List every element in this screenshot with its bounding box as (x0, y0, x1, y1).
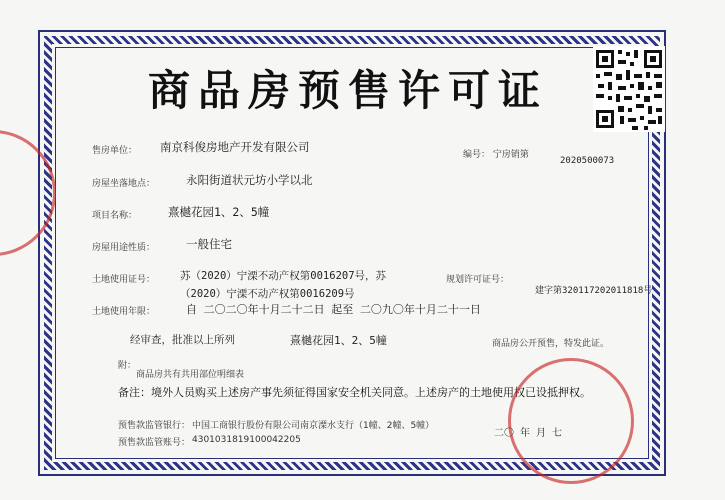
remark-note: 备注：境外人员购买上述房产事先须征得国家安全机关同意。上述房产的土地使用权已设抵押权。 (118, 386, 591, 399)
serial-label: 编号： 宁房销第 (463, 150, 529, 160)
certificate-title: 商品房预售许可证 (147, 66, 548, 115)
land-cert-label: 土地使用证号： (92, 275, 156, 285)
planning-value: 建字第320117202011818号 (535, 286, 653, 296)
qr-code-icon (593, 46, 665, 132)
bank-value: 中国工商银行股份有限公司南京溧水支行（1幢、2幢、5幢） (192, 421, 435, 431)
location-label: 房屋坐落地点： (92, 179, 156, 189)
review-prefix: 经审查，批准以上所列 (130, 334, 235, 346)
attach-label: 附： (118, 361, 137, 371)
account-label: 预售款监管账号： (118, 438, 191, 448)
land-term-label: 土地使用年限： (92, 307, 156, 317)
seller-label: 售房单位： (92, 146, 138, 156)
review-suffix: 商品房公开预售，特发此证。 (492, 339, 610, 349)
account-value: 4301031819100042205 (192, 435, 301, 445)
attach-value: 商品房共有共用部位明细表 (136, 370, 245, 380)
seller-value: 南京科俊房地产开发有限公司 (160, 140, 310, 154)
location-value: 永阳街道状元坊小学以北 (186, 173, 313, 187)
project-value: 熹樾花园1、2、5幢 (168, 205, 270, 219)
land-cert-value-1: 苏（2020）宁溧不动产权第0016207号，苏 (180, 270, 387, 282)
planning-label: 规划许可证号： (446, 275, 510, 285)
serial-value: 2020500073 (560, 156, 615, 166)
usage-label: 房屋用途性质： (92, 243, 156, 253)
project-label: 项目名称： (92, 211, 138, 221)
bank-label: 预售款监管银行： (118, 421, 191, 431)
usage-value: 一般住宅 (186, 237, 232, 251)
issue-date: 二〇 年 月 七 (494, 428, 563, 439)
review-project: 熹樾花园1、2、5幢 (290, 334, 387, 347)
land-term-value: 自 二〇二〇年十月二十二日 起至 二〇九〇年十月二十一日 (186, 303, 481, 316)
official-seal (508, 358, 634, 484)
land-cert-value-2: （2020）宁溧不动产权第0016209号 (180, 288, 355, 300)
